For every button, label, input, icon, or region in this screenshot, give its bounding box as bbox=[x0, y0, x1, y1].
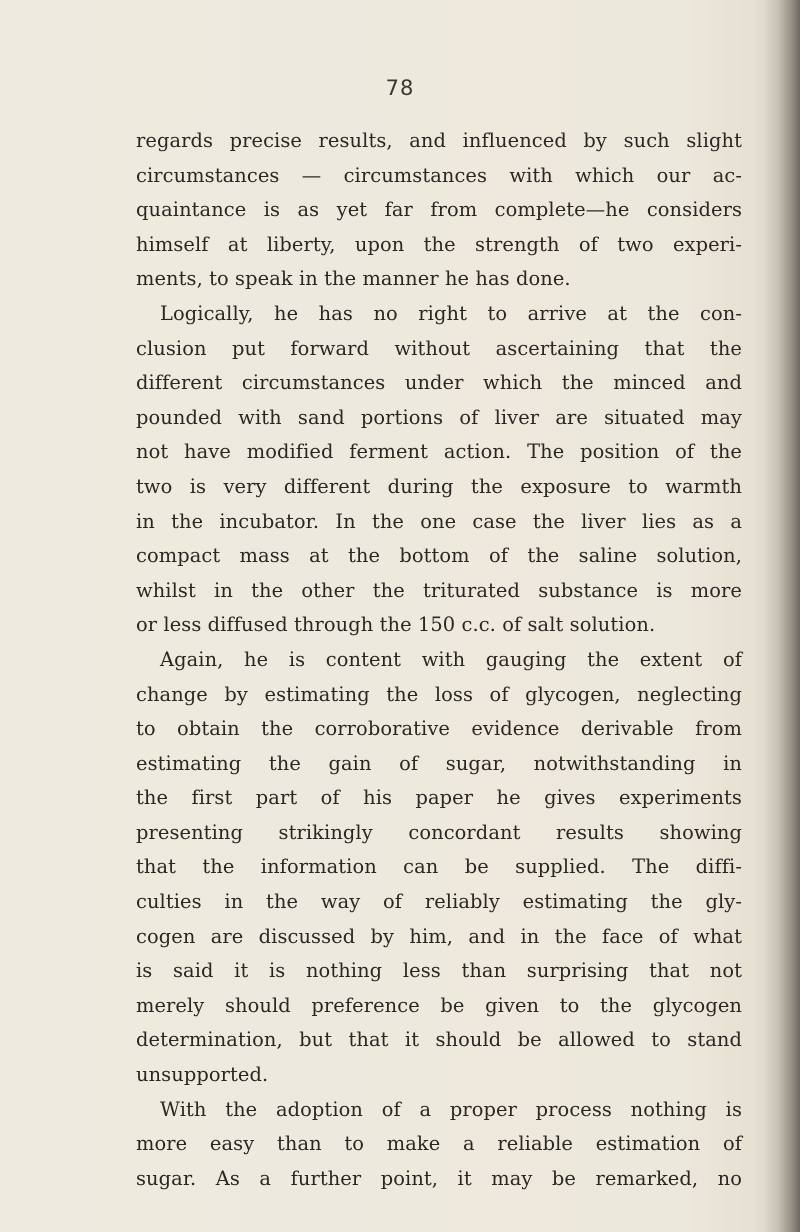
text-line: merely should preference be given to the glycogen bbox=[136, 993, 742, 1017]
text-line: With the adoption of a proper process nothing is bbox=[160, 1097, 742, 1121]
text-line: more easy than to make a reliable estimation of bbox=[136, 1132, 742, 1156]
text-line: presenting strikingly concordant results showing bbox=[136, 820, 742, 844]
text-line: regards precise results, and influenced by such slight bbox=[136, 129, 742, 152]
text-line: Again, he is content with gauging the extent of bbox=[160, 647, 742, 671]
text-line: culties in the way of reliably estimating the gly- bbox=[136, 890, 742, 914]
text-line: determination, but that it should be allowed to stand bbox=[136, 1028, 742, 1052]
text-line: different circumstances under which the minced and bbox=[136, 371, 742, 395]
text-line: or less diffused through the 150 c.c. of salt solution. bbox=[136, 613, 656, 637]
text-line: quaintance is as yet far from complete—he considers bbox=[136, 198, 742, 222]
text-line: himself at liberty, upon the strength of two experi- bbox=[136, 232, 742, 256]
text-line: pounded with sand portions of liver are situated may bbox=[136, 405, 742, 429]
page-number: 78 bbox=[385, 76, 415, 100]
text-line: change by estimating the loss of glycogen, neglecting bbox=[136, 682, 742, 706]
text-line: whilst in the other the triturated substance is more bbox=[136, 578, 742, 602]
text-line: that the information can be supplied. The diffi- bbox=[136, 855, 742, 879]
text-line: sugar. As a further point, it may be remarked, no bbox=[136, 1166, 742, 1190]
text-line: unsupported. bbox=[136, 1063, 269, 1087]
text-line: cogen are discussed by him, and in the face of what bbox=[136, 924, 742, 948]
text-line: is said it is nothing less than surprising that not bbox=[136, 959, 742, 983]
text-line: not have modified ferment action. The position of the bbox=[136, 440, 742, 464]
page-binding-shadow bbox=[764, 0, 800, 1232]
text-line: the first part of his paper he gives experiments bbox=[136, 786, 742, 810]
body-text bbox=[136, 124, 742, 1196]
text-line: estimating the gain of sugar, notwithstanding in bbox=[136, 751, 742, 775]
text-line: ments, to speak in the manner he has done. bbox=[136, 267, 571, 291]
text-line: clusion put forward without ascertaining that the bbox=[136, 336, 742, 360]
text-line: two is very different during the exposure to warmth bbox=[136, 474, 742, 498]
text-line: Logically, he has no right to arrive at the con- bbox=[160, 301, 742, 325]
text-line: compact mass at the bottom of the saline solution, bbox=[136, 544, 742, 568]
text-line: to obtain the corroborative evidence derivable from bbox=[136, 717, 742, 741]
text-line: in the incubator. In the one case the liver lies as a bbox=[136, 509, 742, 533]
text-line: circumstances — circumstances with which our ac- bbox=[136, 163, 742, 187]
